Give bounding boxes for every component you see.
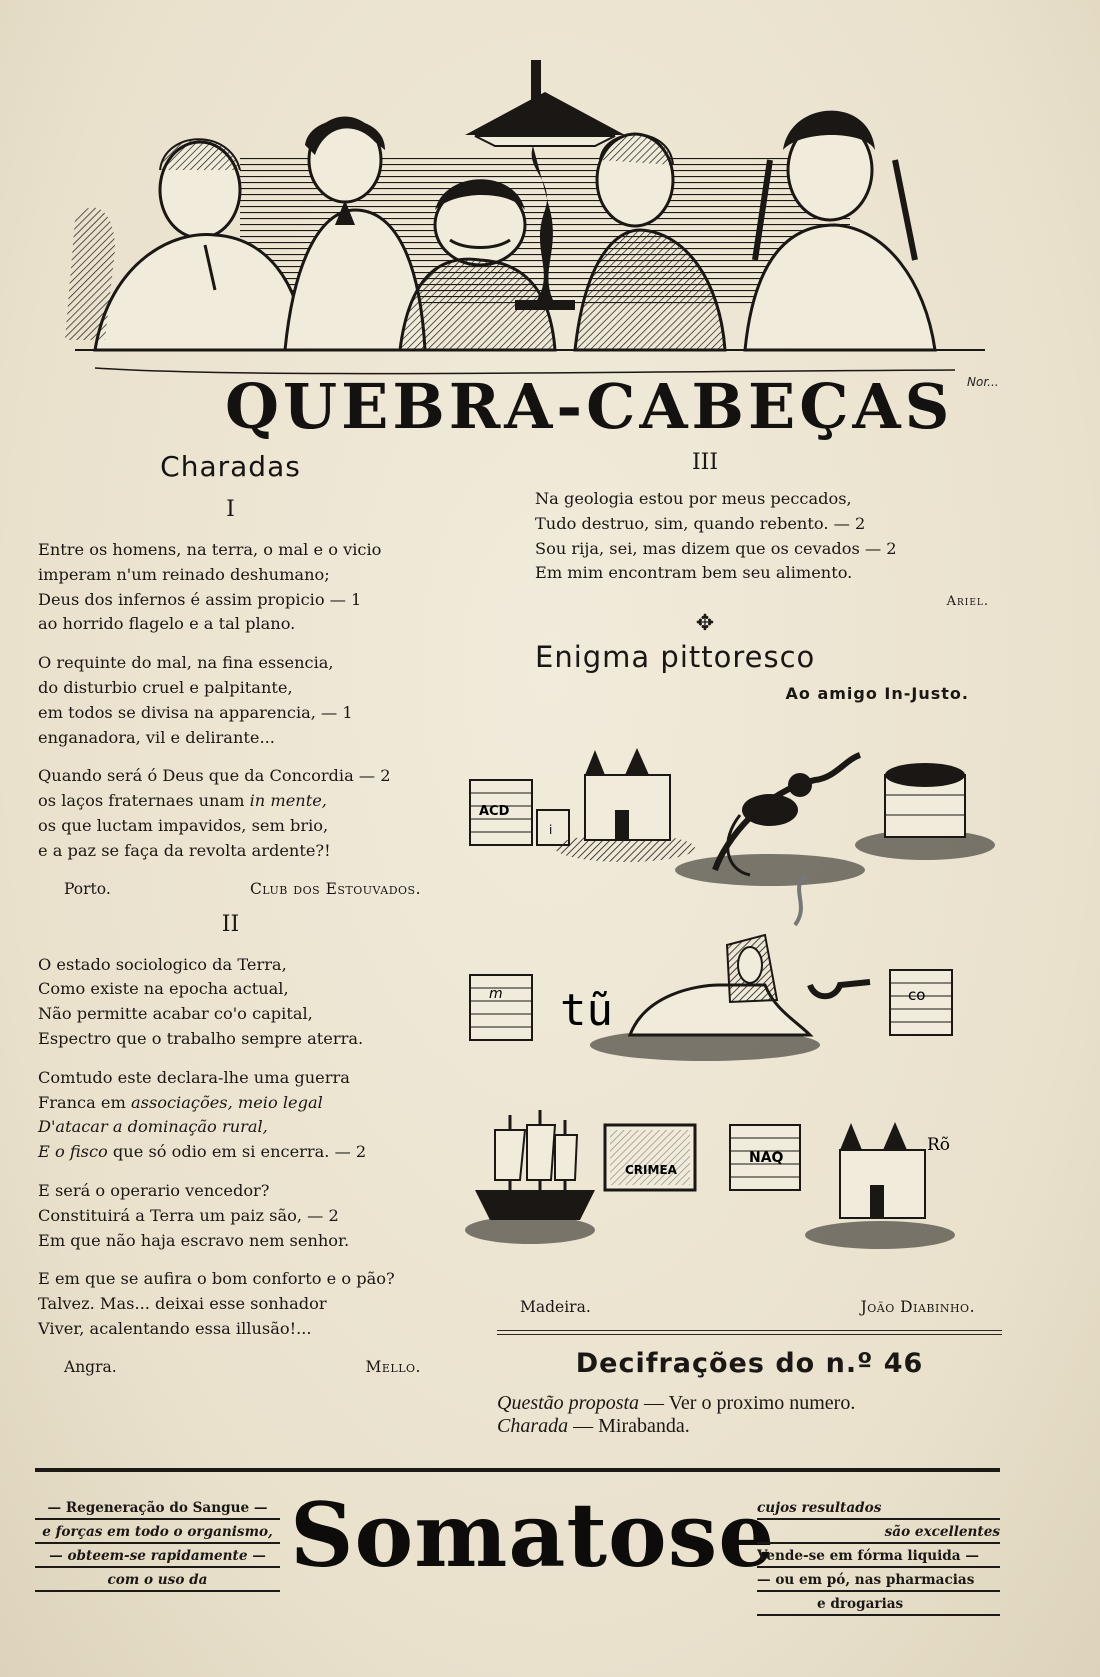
enigma-signature bbox=[520, 1298, 975, 1316]
flower-ornament-icon: ✥ bbox=[695, 611, 715, 637]
verse-emphasis: in mente, bbox=[249, 791, 327, 811]
verse-line: Comtudo este declara-lhe uma guerra bbox=[38, 1067, 350, 1087]
verse-line: os que luctam impavidos, sem brio, bbox=[38, 815, 329, 835]
verse-text: que só odio em si encerra. — 2 bbox=[107, 1142, 367, 1162]
verse-text: os laços fraternaes unam bbox=[38, 791, 250, 811]
riddle-2-numeral: II bbox=[221, 911, 240, 937]
riddle-2-signature bbox=[38, 1358, 423, 1376]
answer-label: Questão proposta bbox=[497, 1392, 640, 1414]
verse-line: imperam n'um reinado deshumano; bbox=[38, 564, 330, 584]
puzzlers-drawing bbox=[55, 50, 1005, 420]
riddle-2-stanza-1 bbox=[38, 953, 423, 1052]
verse-line: E em que se aufira o bom conforto e o pão? bbox=[38, 1269, 395, 1289]
decifracoes-heading: Decifrações do n.º 46 bbox=[575, 1348, 924, 1379]
verse-line bbox=[38, 1140, 423, 1165]
verse-line: Viver, acalentando essa illusão!... bbox=[38, 1318, 312, 1338]
advert-line: cujos resultados bbox=[757, 1496, 1000, 1520]
verse-line: Sou rija, sei, mas dizem que os cevados — 2 bbox=[535, 538, 897, 558]
answer-text: — Ver o proximo numero. bbox=[639, 1392, 856, 1414]
church-icon bbox=[555, 748, 695, 862]
verse-line bbox=[38, 789, 423, 814]
staff-letters: m bbox=[489, 986, 503, 1002]
advert-line: são excellentes bbox=[757, 1520, 1000, 1544]
verse-line: Espectro que o trabalho sempre aterra. bbox=[38, 1028, 364, 1048]
header-illustration bbox=[55, 50, 1005, 443]
ship-icon bbox=[465, 1110, 595, 1244]
staff-letters: ACD bbox=[479, 804, 510, 819]
riddle-3-author: Ariel. bbox=[946, 594, 989, 610]
advert-right-text bbox=[757, 1496, 1000, 1616]
verse-line: Deus dos infernos é assim propicio — 1 bbox=[38, 589, 362, 609]
verse-line: O requinte do mal, na fina essencia, bbox=[38, 653, 334, 673]
advert-line: e forças em todo o organismo, bbox=[35, 1520, 280, 1544]
verse-line: do disturbio cruel e palpitante, bbox=[38, 677, 293, 697]
map-label: CRIMEA bbox=[625, 1163, 677, 1177]
verse-emphasis: associações, meio legal bbox=[130, 1092, 323, 1112]
riddle-2-stanza-2 bbox=[38, 1066, 423, 1165]
advert-line: — ou em pó, nas pharmacias bbox=[757, 1568, 1000, 1592]
riddle-1-signature bbox=[38, 880, 423, 898]
verse-emphasis: E o fisco bbox=[38, 1142, 108, 1162]
rebus-illustration bbox=[465, 730, 1005, 1280]
verse-line: Como existe na epocha actual, bbox=[38, 979, 289, 999]
artist-signature: Nor... bbox=[967, 375, 999, 389]
advert-brand: Somatose bbox=[290, 1483, 776, 1587]
place-name: Porto. bbox=[64, 879, 111, 898]
place-name: Angra. bbox=[64, 1357, 117, 1376]
ro-letters: Rõ bbox=[927, 1135, 951, 1155]
tilde-letters: tũ bbox=[560, 985, 613, 1036]
section-divider bbox=[497, 1330, 1002, 1335]
verse-line: Em mim encontram bem seu alimento. bbox=[535, 563, 853, 583]
verse-line: Constituirá a Terra um paiz são, — 2 bbox=[38, 1205, 339, 1225]
riddle-1-numeral: I bbox=[226, 497, 235, 522]
author-name: Club dos Estouvados. bbox=[249, 879, 421, 898]
answer-text: — Mirabanda. bbox=[568, 1415, 690, 1437]
map-sign-icon bbox=[605, 1125, 695, 1190]
somatose-advert bbox=[35, 1480, 1000, 1612]
staff-letters: i bbox=[549, 823, 553, 837]
riddle-3-stanza bbox=[465, 487, 1005, 586]
well-icon bbox=[855, 763, 995, 860]
author-name: Mello. bbox=[365, 1357, 421, 1376]
verse-line: Entre os homens, na terra, o mal e o vicio bbox=[38, 540, 382, 559]
charadas-column bbox=[38, 450, 423, 1386]
music-staff-icon bbox=[730, 1125, 800, 1190]
verse-line: em todos se divisa na apparencia, — 1 bbox=[38, 702, 353, 722]
riddle-3-numeral: III bbox=[691, 450, 719, 475]
answer-line bbox=[497, 1392, 1002, 1415]
author-name: João Diabinho. bbox=[860, 1298, 975, 1316]
verse-text: Franca em bbox=[38, 1092, 131, 1112]
verse-line: e a paz se faça da revolta ardente?! bbox=[38, 840, 331, 860]
riddle-1-stanza-1 bbox=[38, 538, 423, 637]
page-title: QUEBRA-CABEÇAS bbox=[225, 370, 954, 443]
advert-line: e drogarias bbox=[757, 1592, 1000, 1616]
verse-line: Em que não haja escravo nem senhor. bbox=[38, 1230, 350, 1250]
right-column bbox=[465, 450, 1005, 703]
verse-line: Talvez. Mas... deixai esse sonhador bbox=[38, 1294, 327, 1314]
verse-line: D'atacar a dominação rural, bbox=[38, 1117, 268, 1137]
place-name: Madeira. bbox=[520, 1298, 591, 1316]
answer-line bbox=[497, 1415, 1002, 1438]
pipe-icon bbox=[795, 875, 870, 996]
advert-line: — Regeneração do Sangue — bbox=[35, 1496, 280, 1520]
verse-line bbox=[38, 1091, 423, 1116]
answer-label: Charada bbox=[497, 1415, 569, 1437]
riddle-1-stanza-3 bbox=[38, 764, 423, 863]
verse-line: E será o operario vencedor? bbox=[38, 1180, 270, 1200]
advert-line: Vende-se em fórma liquida — bbox=[757, 1544, 1000, 1568]
advert-line: com o uso da bbox=[35, 1568, 280, 1592]
verse-line: ao horrido flagelo e a tal plano. bbox=[38, 614, 296, 634]
riddle-1-stanza-2 bbox=[38, 651, 423, 750]
verse-line: Na geologia estou por meus peccados, bbox=[535, 489, 852, 508]
music-staff-icon bbox=[470, 780, 569, 845]
charadas-heading: Charadas bbox=[160, 450, 301, 483]
music-staff-icon bbox=[470, 975, 532, 1040]
riddle-2-stanza-4 bbox=[38, 1267, 423, 1341]
staff-letters: co bbox=[908, 986, 926, 1004]
advert-left-text bbox=[35, 1496, 280, 1592]
advert-line: — obteem-se rapidamente — bbox=[35, 1544, 280, 1568]
verse-line: Não permitte acabar co'o capital, bbox=[38, 1004, 313, 1024]
sphinx-icon bbox=[590, 935, 820, 1061]
decifracoes-answers bbox=[497, 1392, 1002, 1438]
music-staff-icon bbox=[890, 970, 952, 1035]
verse-line: Quando será ó Deus que da Concordia — 2 bbox=[38, 766, 391, 786]
church-icon bbox=[805, 1122, 955, 1249]
enigma-heading: Enigma pittoresco bbox=[535, 640, 816, 675]
verse-line: O estado sociologico da Terra, bbox=[38, 954, 287, 974]
enigma-dedication: Ao amigo In-Justo. bbox=[785, 684, 969, 704]
verse-line: enganadora, vil e delirante... bbox=[38, 727, 275, 747]
verse-line: Tudo destruo, sim, quando rebento. — 2 bbox=[535, 513, 866, 533]
monkey-icon bbox=[675, 755, 865, 886]
advert-top-rule bbox=[35, 1468, 1000, 1472]
riddle-2-stanza-3 bbox=[38, 1179, 423, 1253]
staff-letters: NAQ bbox=[749, 1150, 784, 1166]
